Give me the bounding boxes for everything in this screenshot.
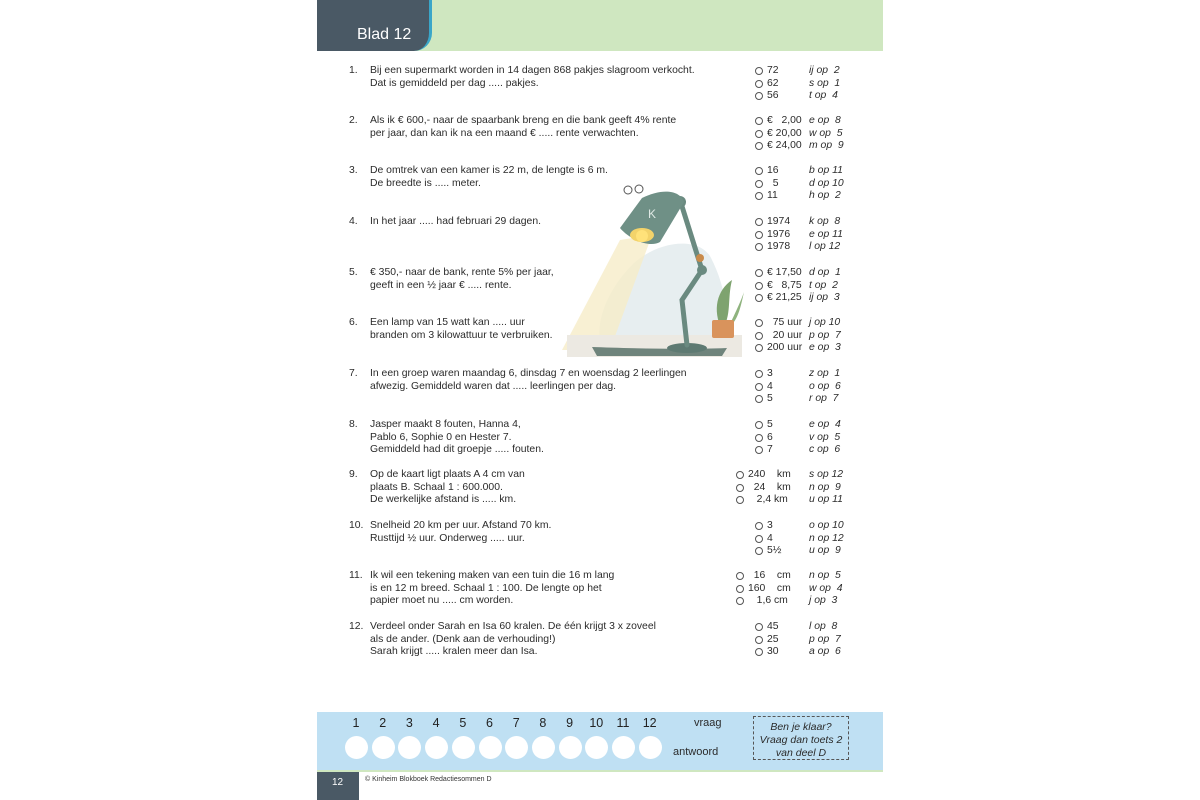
option-value: 6 xyxy=(767,431,773,443)
option-code: w op 5 xyxy=(809,127,843,139)
radio-circle-icon[interactable] xyxy=(755,180,763,188)
option-value: 4 xyxy=(767,380,773,392)
lamp-letter: K xyxy=(648,207,657,221)
option-code: e op 3 xyxy=(809,342,841,354)
option-value: 72 xyxy=(767,65,779,76)
answer-circle[interactable] xyxy=(425,736,448,759)
option-code: r op 7 xyxy=(809,393,839,405)
answer-circle[interactable] xyxy=(585,736,608,759)
option-code: p op 7 xyxy=(809,633,841,645)
answer-circle[interactable] xyxy=(372,736,395,759)
question-line: Dat is gemiddeld per dag ..... pakjes. xyxy=(370,77,539,89)
radio-circle-icon[interactable] xyxy=(755,421,763,429)
option-code: n op 12 xyxy=(809,532,844,544)
radio-circle-icon[interactable] xyxy=(755,231,763,239)
option-code: z op 1 xyxy=(809,368,841,379)
question-number: 2. xyxy=(349,115,358,126)
option-value: 45 xyxy=(767,621,779,632)
question-number: 8. xyxy=(349,419,358,430)
question-text xyxy=(370,65,700,90)
option-code: l op 12 xyxy=(809,241,841,253)
option-value: 3 xyxy=(767,520,773,531)
answer-number: 4 xyxy=(432,716,440,730)
option-value: 7 xyxy=(767,444,773,456)
option-value: 16 xyxy=(767,165,779,176)
radio-circle-icon[interactable] xyxy=(755,130,763,138)
question-line: Ik wil een tekening maken van een tuin die 16 m lang xyxy=(370,570,615,581)
page-title: Blad 12 xyxy=(357,26,412,43)
footer-copyright: © Kinheim Blokboek Redactiesommen D xyxy=(365,776,492,783)
option-code: h op 2 xyxy=(809,190,841,202)
question-text xyxy=(370,570,700,608)
answer-circle[interactable] xyxy=(505,736,528,759)
radio-circle-icon[interactable] xyxy=(755,282,763,290)
option-code: t op 4 xyxy=(809,90,838,102)
radio-circle-icon[interactable] xyxy=(755,117,763,125)
question-line: afwezig. Gemiddeld waren dat ..... leerlingen per dag. xyxy=(370,380,617,392)
question-line: als de ander. (Denk aan de verhouding!) xyxy=(370,633,556,645)
radio-circle-icon[interactable] xyxy=(755,446,763,454)
header-tab xyxy=(317,0,432,51)
radio-circle-icon[interactable] xyxy=(755,167,763,175)
question-line: Een lamp van 15 watt kan ..... uur xyxy=(370,317,525,328)
question-line: Bij een supermarkt worden in 14 dagen 868 pakjes slagroom verkocht. xyxy=(370,65,695,76)
option-value: 5 xyxy=(767,393,773,405)
radio-circle-icon[interactable] xyxy=(755,92,763,100)
radio-circle-icon[interactable] xyxy=(755,636,763,644)
option-value: € 20,00 xyxy=(767,127,802,139)
option-value: 5½ xyxy=(767,545,782,557)
option-code: d op 10 xyxy=(809,177,844,189)
radio-circle-icon[interactable] xyxy=(755,243,763,251)
answer-number: 12 xyxy=(642,716,657,730)
option-value: 4 xyxy=(767,532,773,544)
workbook-page xyxy=(317,0,883,800)
question-line: Verdeel onder Sarah en Isa 60 kralen. De één krijgt 3 x zoveel xyxy=(370,621,656,632)
option-value: 5 xyxy=(767,177,779,189)
option-value: 1974 xyxy=(767,216,791,227)
radio-circle-icon[interactable] xyxy=(736,496,744,504)
question-line: € 350,- naar de bank, rente 5% per jaar, xyxy=(370,267,554,278)
klaar-line: Vraag dan toets 2 xyxy=(759,734,843,746)
radio-circle-icon[interactable] xyxy=(755,434,763,442)
radio-circle-icon[interactable] xyxy=(755,395,763,403)
question-number: 10. xyxy=(349,520,364,531)
option-value: 16 cm xyxy=(748,570,791,581)
option-code: w op 4 xyxy=(809,582,843,594)
radio-circle-icon[interactable] xyxy=(755,142,763,150)
question-text xyxy=(370,419,700,457)
question-text xyxy=(370,115,700,140)
question-line: Gemiddeld had dit groepje ..... fouten. xyxy=(370,444,544,456)
answer-circle[interactable] xyxy=(612,736,635,759)
option-value: 5 xyxy=(767,419,773,430)
option-code: m op 9 xyxy=(809,140,844,152)
question-line: De omtrek van een kamer is 22 m, de lengte is 6 m. xyxy=(370,165,608,176)
option-value: 1,6 cm xyxy=(748,595,788,607)
question-line: Pablo 6, Sophie 0 en Hester 7. xyxy=(370,431,512,443)
answer-number: 3 xyxy=(405,716,413,730)
lamp-illustration xyxy=(562,180,747,360)
question-line: Sarah krijgt ..... kralen meer dan Isa. xyxy=(370,646,538,658)
question-number: 9. xyxy=(349,469,358,480)
radio-circle-icon[interactable] xyxy=(755,535,763,543)
footer-page-number: 12 xyxy=(332,777,344,788)
question-line: Jasper maakt 8 fouten, Hanna 4, xyxy=(370,419,521,430)
option-value: 2,4 km xyxy=(748,494,788,506)
question-text xyxy=(370,368,700,393)
option-code: s op 1 xyxy=(809,77,841,89)
vraag-label: vraag xyxy=(694,717,722,729)
option-code: l op 8 xyxy=(809,621,838,632)
question-line: branden om 3 kilowattuur te verbruiken. xyxy=(370,329,553,341)
option-code: a op 6 xyxy=(809,646,841,658)
answer-number: 1 xyxy=(352,716,360,730)
footer-page-box xyxy=(317,772,359,800)
option-value: 11 xyxy=(767,190,778,202)
option-value: € 8,75 xyxy=(767,279,802,291)
option-code: j op 3 xyxy=(809,595,838,607)
option-code: p op 7 xyxy=(809,329,841,341)
option-code: v op 5 xyxy=(809,431,841,443)
answer-circle[interactable] xyxy=(452,736,475,759)
answer-strip xyxy=(317,712,883,770)
answer-circle[interactable] xyxy=(479,736,502,759)
question-line: papier moet nu ..... cm worden. xyxy=(370,595,514,607)
option-value: 24 km xyxy=(748,481,791,493)
option-value: 30 xyxy=(767,646,779,658)
question-line: De breedte is ..... meter. xyxy=(370,177,481,189)
radio-circle-icon[interactable] xyxy=(755,522,763,530)
question-line: Als ik € 600,- naar de spaarbank breng en die bank geeft 4% rente xyxy=(370,115,677,126)
radio-circle-icon[interactable] xyxy=(755,269,763,277)
antwoord-label: antwoord xyxy=(673,746,719,758)
option-code: e op 11 xyxy=(809,228,843,240)
question-number: 7. xyxy=(349,368,358,379)
klaar-line: van deel D xyxy=(775,747,827,759)
option-code: ij op 3 xyxy=(809,292,840,304)
option-code: o op 6 xyxy=(809,380,841,392)
option-value: 3 xyxy=(767,368,773,379)
radio-circle-icon[interactable] xyxy=(755,80,763,88)
option-code: b op 11 xyxy=(809,165,843,176)
option-code: s op 12 xyxy=(809,469,844,480)
radio-circle-icon[interactable] xyxy=(755,67,763,75)
option-value: € 17,50 xyxy=(767,267,802,278)
question-line: De werkelijke afstand is ..... km. xyxy=(370,494,517,506)
answer-circle[interactable] xyxy=(398,736,421,759)
question-number: 5. xyxy=(349,267,358,278)
question-line: is en 12 m breed. Schaal 1 : 100. De lengte op het xyxy=(370,582,602,594)
option-code: o op 10 xyxy=(809,520,844,531)
answer-number: 2 xyxy=(379,716,387,730)
answer-number: 6 xyxy=(486,716,493,730)
answer-circle[interactable] xyxy=(639,736,662,759)
question-line: Op de kaart ligt plaats A 4 cm van xyxy=(370,469,525,480)
radio-circle-icon[interactable] xyxy=(755,319,763,327)
option-value: € 2,00 xyxy=(767,115,802,126)
question-line: In een groep waren maandag 6, dinsdag 7 en woensdag 2 leerlingen xyxy=(370,368,687,379)
question-line: plaats B. Schaal 1 : 600.000. xyxy=(370,481,503,493)
option-value: 1978 xyxy=(767,241,791,253)
option-value: 25 xyxy=(767,633,779,645)
option-code: j op 10 xyxy=(809,317,841,328)
radio-circle-icon[interactable] xyxy=(755,344,763,352)
option-code: n op 9 xyxy=(809,481,841,493)
radio-circle-icon[interactable] xyxy=(755,648,763,656)
radio-circle-icon[interactable] xyxy=(736,471,744,479)
option-value: 56 xyxy=(767,90,779,102)
option-code: n op 5 xyxy=(809,570,841,581)
question-line: per jaar, dan kan ik na een maand € ..... rente verwachten. xyxy=(370,127,639,139)
klaar-box xyxy=(753,716,849,760)
question-number: 4. xyxy=(349,216,358,227)
answer-number: 9 xyxy=(566,716,574,730)
option-code: t op 2 xyxy=(809,279,838,291)
option-code: c op 6 xyxy=(809,444,841,456)
radio-circle-icon[interactable] xyxy=(755,547,763,555)
option-code: d op 1 xyxy=(809,267,841,278)
radio-circle-icon[interactable] xyxy=(736,597,744,605)
radio-circle-icon[interactable] xyxy=(755,332,763,340)
answer-number: 10 xyxy=(589,716,604,730)
question-number: 11. xyxy=(349,570,363,581)
radio-circle-icon[interactable] xyxy=(736,585,744,593)
answer-circle[interactable] xyxy=(532,736,555,759)
option-code: ij op 2 xyxy=(809,65,840,76)
answer-number: 11 xyxy=(616,716,630,730)
option-value: 240 km xyxy=(748,469,791,480)
radio-circle-icon[interactable] xyxy=(755,623,763,631)
klaar-line: Ben je klaar? xyxy=(770,721,832,733)
question-number: 1. xyxy=(349,65,358,76)
option-value: € 24,00 xyxy=(767,140,802,152)
option-value: € 21,25 xyxy=(767,292,802,304)
answer-number: 8 xyxy=(539,716,547,730)
option-value: 62 xyxy=(767,77,779,89)
option-value: 75 uur xyxy=(767,317,803,328)
radio-circle-icon[interactable] xyxy=(755,192,763,200)
radio-circle-icon[interactable] xyxy=(736,484,744,492)
answer-circle[interactable] xyxy=(345,736,368,759)
option-code: u op 9 xyxy=(809,545,841,557)
answer-number: 5 xyxy=(459,716,467,730)
question-text xyxy=(370,520,700,545)
radio-circle-icon[interactable] xyxy=(755,370,763,378)
option-value: 200 uur xyxy=(767,342,803,354)
option-code: u op 11 xyxy=(809,494,843,506)
option-value: 20 uur xyxy=(767,329,803,341)
option-code: e op 8 xyxy=(809,115,841,126)
radio-circle-icon[interactable] xyxy=(755,218,763,226)
question-line: geeft in een ½ jaar € ..... rente. xyxy=(370,279,512,291)
question-line: Rusttijd ½ uur. Onderweg ..... uur. xyxy=(370,532,525,544)
question-text xyxy=(370,469,700,507)
question-number: 12. xyxy=(349,621,364,632)
question-line: In het jaar ..... had februari 29 dagen. xyxy=(370,216,541,227)
option-value: 1976 xyxy=(767,228,791,240)
question-number: 6. xyxy=(349,317,358,328)
option-code: k op 8 xyxy=(809,216,841,227)
question-number: 3. xyxy=(349,165,358,176)
answer-number: 7 xyxy=(512,716,520,730)
answer-circle[interactable] xyxy=(559,736,582,759)
option-code: e op 4 xyxy=(809,419,841,430)
question-line: Snelheid 20 km per uur. Afstand 70 km. xyxy=(370,520,552,531)
footer-line xyxy=(317,770,883,772)
radio-circle-icon[interactable] xyxy=(755,383,763,391)
option-value: 160 cm xyxy=(748,582,791,594)
radio-circle-icon[interactable] xyxy=(755,294,763,302)
radio-circle-icon[interactable] xyxy=(736,572,744,580)
question-text xyxy=(370,621,700,659)
